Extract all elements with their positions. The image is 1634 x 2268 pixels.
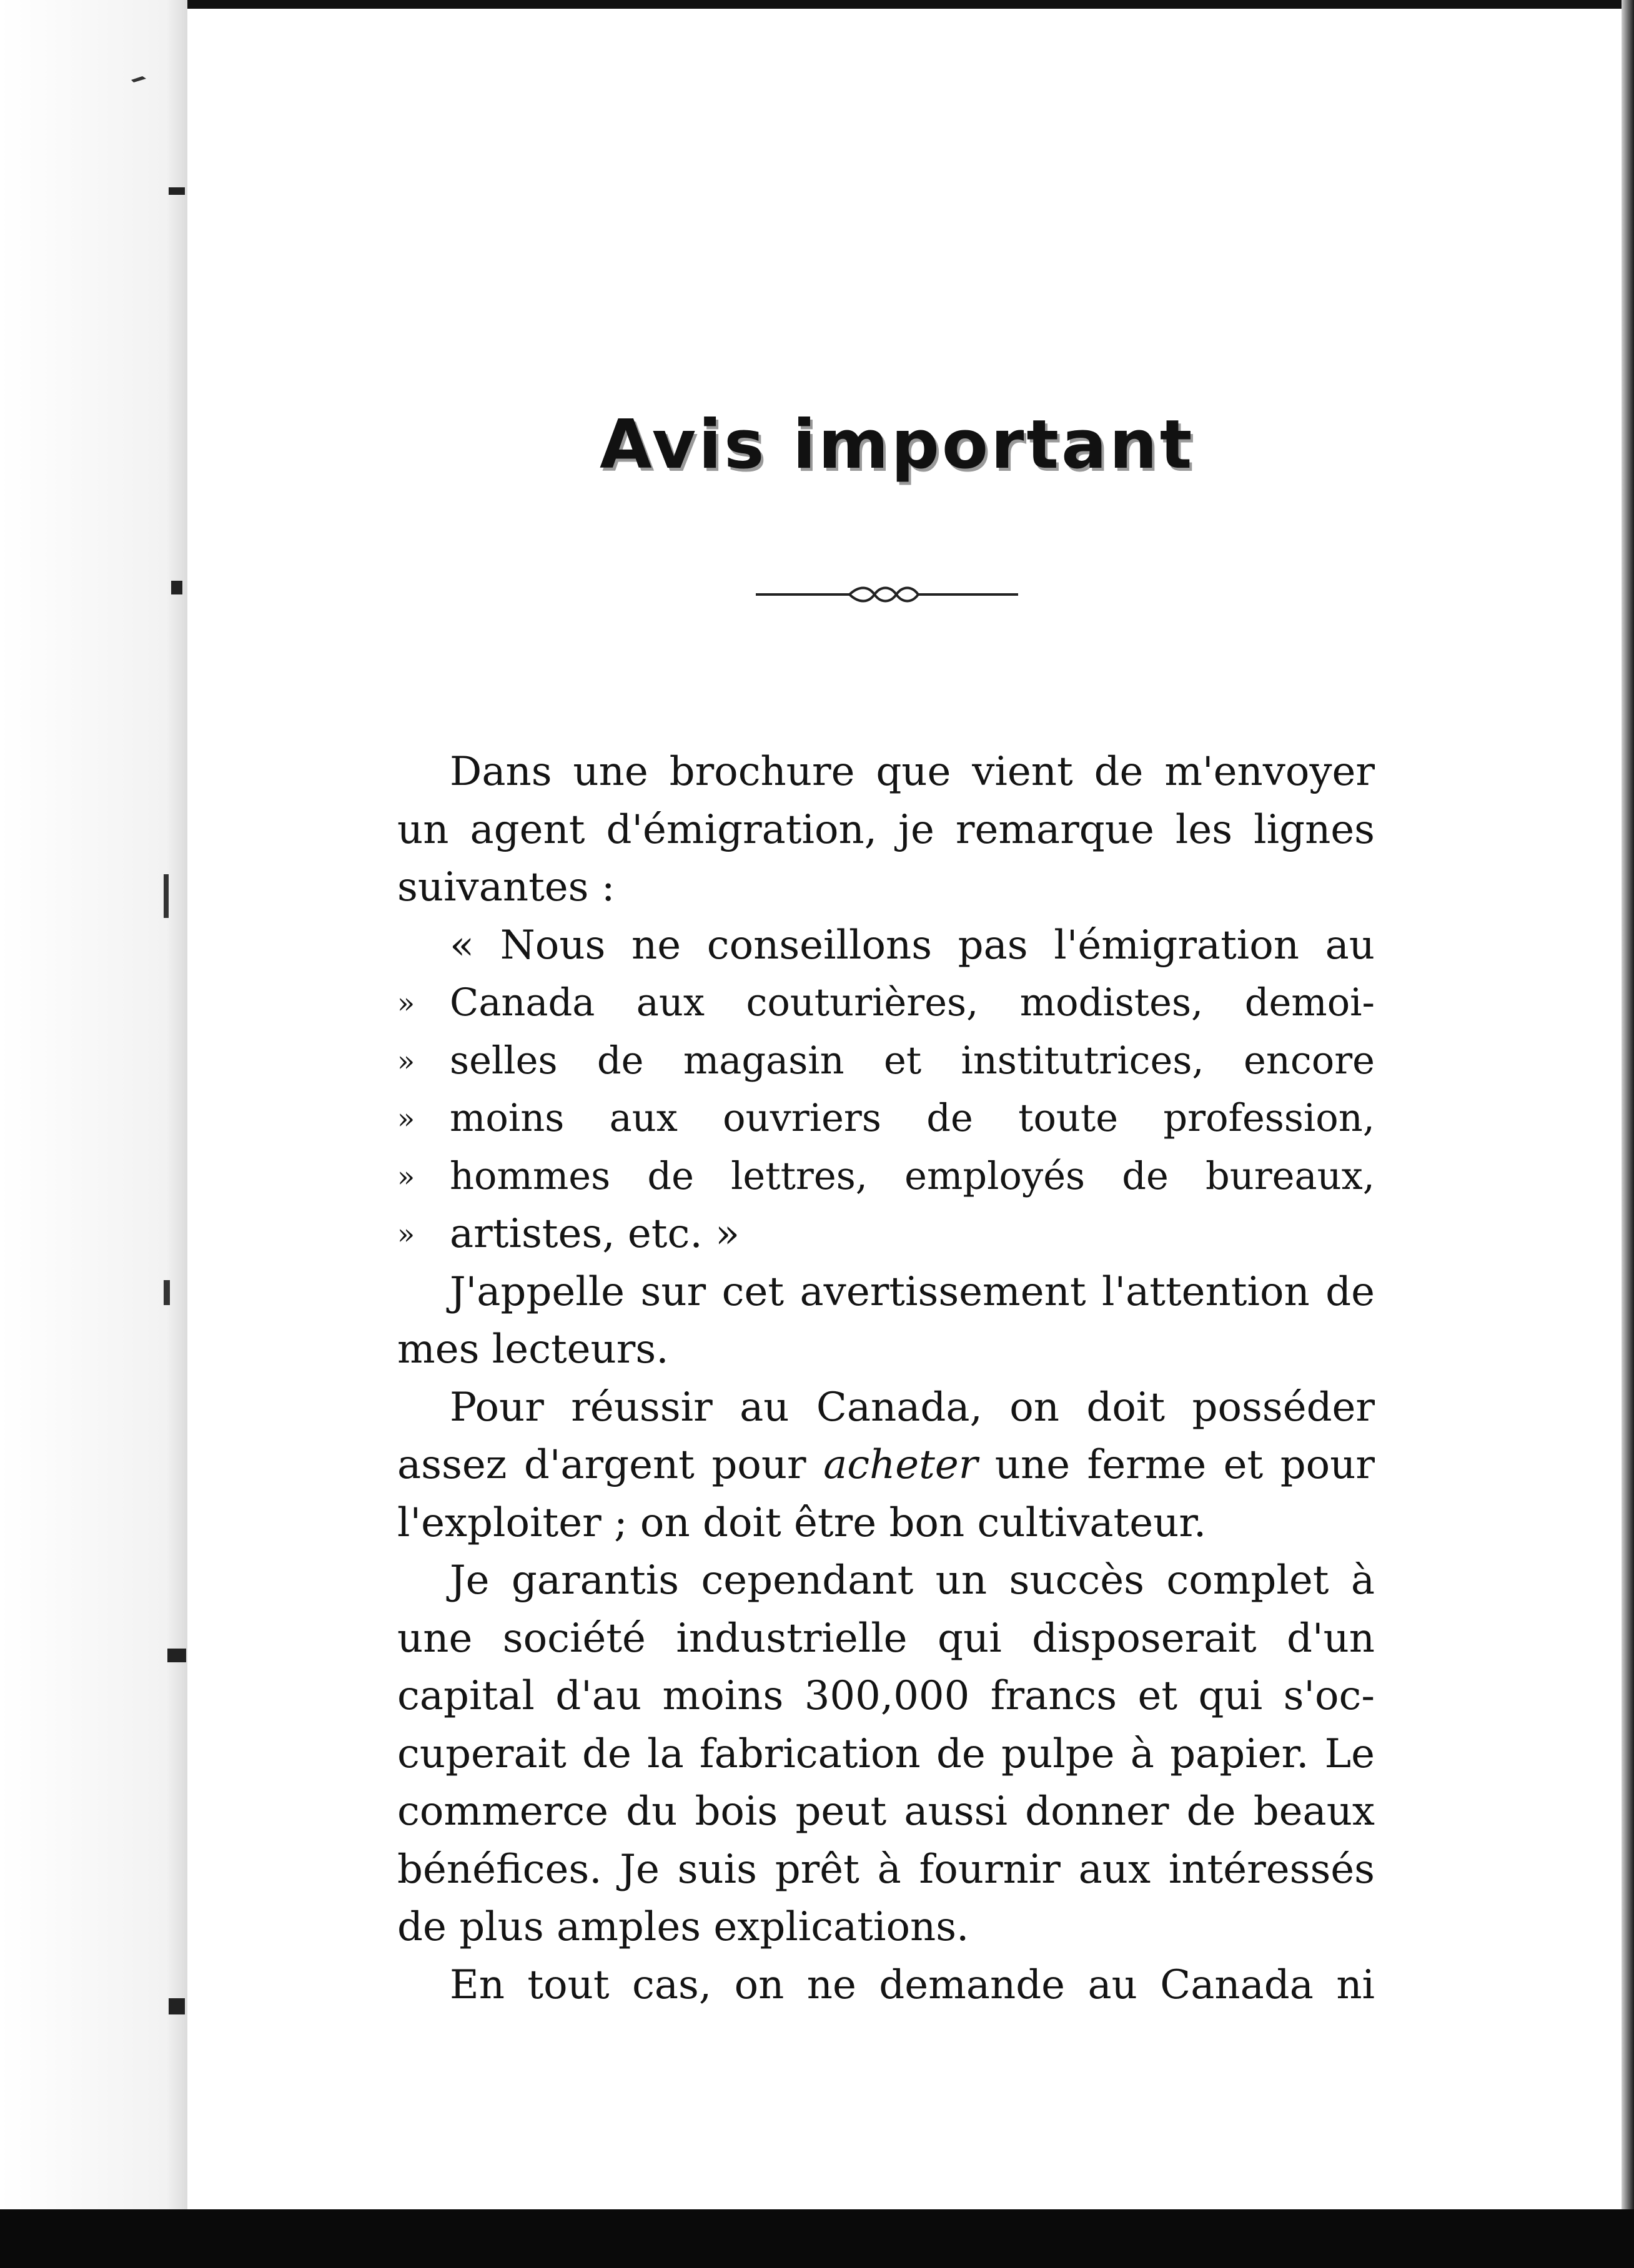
quote-mark: » bbox=[397, 986, 415, 1020]
text-line bbox=[397, 1090, 1375, 1148]
quote-mark: » bbox=[397, 1043, 415, 1078]
text-line bbox=[397, 1725, 1375, 1783]
text-segment: capital d'au moins 300,000 francs et qui s'oc- bbox=[397, 1673, 1375, 1719]
text-segment: Pour réussir au Canada, on doit posséder bbox=[450, 1384, 1375, 1431]
text-line bbox=[397, 1667, 1375, 1725]
text-line bbox=[397, 1898, 1375, 1956]
text-segment: commerce du bois peut aussi donner de beaux bbox=[397, 1788, 1375, 1835]
text-line bbox=[397, 1956, 1375, 2014]
text-segment: de plus amples explications. bbox=[397, 1904, 969, 1950]
text-line bbox=[397, 1148, 1375, 1206]
text-line bbox=[397, 1552, 1375, 1610]
page-title: Avis important bbox=[600, 406, 1195, 484]
text-segment: J'appelle sur cet avertissement l'attention de bbox=[450, 1268, 1375, 1315]
text-segment: moins aux ouvriers de toute profession, bbox=[450, 1097, 1375, 1140]
text-line bbox=[397, 1379, 1375, 1437]
text-line bbox=[397, 1436, 1375, 1494]
text-segment: selles de magasin et institutrices, encore bbox=[450, 1038, 1375, 1083]
text-segment: une société industrielle qui disposerait d'un bbox=[397, 1615, 1375, 1662]
text-line bbox=[397, 1263, 1375, 1321]
text-line bbox=[397, 1841, 1375, 1899]
text-segment: assez d'argent pour bbox=[397, 1442, 824, 1488]
document-body bbox=[397, 743, 1375, 2014]
quote-mark: » bbox=[397, 1159, 415, 1193]
text-segment: cuperait de la fabrication de pulpe à papier. Le bbox=[397, 1730, 1375, 1777]
text-line bbox=[397, 1610, 1375, 1668]
text-segment: hommes de lettres, employés de bureaux, bbox=[450, 1154, 1375, 1198]
text-segment: mes lecteurs. bbox=[397, 1326, 669, 1373]
text-line bbox=[397, 801, 1375, 859]
text-line bbox=[397, 1205, 1375, 1263]
quote-mark: » bbox=[397, 1102, 415, 1135]
text-segment: bénéfices. Je suis prêt à fournir aux intéressés bbox=[397, 1846, 1375, 1893]
text-line bbox=[397, 1494, 1375, 1552]
text-line bbox=[397, 743, 1375, 801]
text-segment: Dans une brochure que vient de m'envoyer bbox=[450, 749, 1375, 795]
text-segment: Je garantis cependant un succès complet à bbox=[450, 1557, 1375, 1604]
italic-word: acheter bbox=[823, 1442, 978, 1488]
text-segment: artistes, etc. » bbox=[450, 1211, 740, 1257]
text-line bbox=[397, 974, 1375, 1032]
page-right-edge bbox=[1622, 0, 1634, 2223]
text-line bbox=[397, 1032, 1375, 1090]
scan-bottom-border bbox=[0, 2209, 1634, 2268]
text-segment: En tout cas, on ne demande au Canada ni bbox=[450, 1961, 1375, 2008]
text-line bbox=[397, 859, 1375, 917]
binding-gutter bbox=[0, 0, 187, 2223]
quote-mark: » bbox=[397, 1217, 415, 1251]
text-segment: Canada aux couturières, modistes, demoi- bbox=[450, 981, 1375, 1025]
text-segment: un agent d'émigration, je remarque les lignes bbox=[397, 806, 1375, 853]
text-segment: l'exploiter ; on doit être bon cultivateur. bbox=[397, 1499, 1207, 1546]
text-segment: « Nous ne conseillons pas l'émigration au bbox=[450, 922, 1375, 969]
text-line bbox=[397, 917, 1375, 975]
scan-top-border bbox=[0, 0, 1634, 9]
text-segment: une ferme et pour bbox=[978, 1442, 1375, 1488]
text-line bbox=[397, 1321, 1375, 1379]
text-segment: suivantes : bbox=[397, 864, 615, 910]
title-ornament-divider bbox=[756, 582, 1018, 607]
text-line bbox=[397, 1783, 1375, 1841]
